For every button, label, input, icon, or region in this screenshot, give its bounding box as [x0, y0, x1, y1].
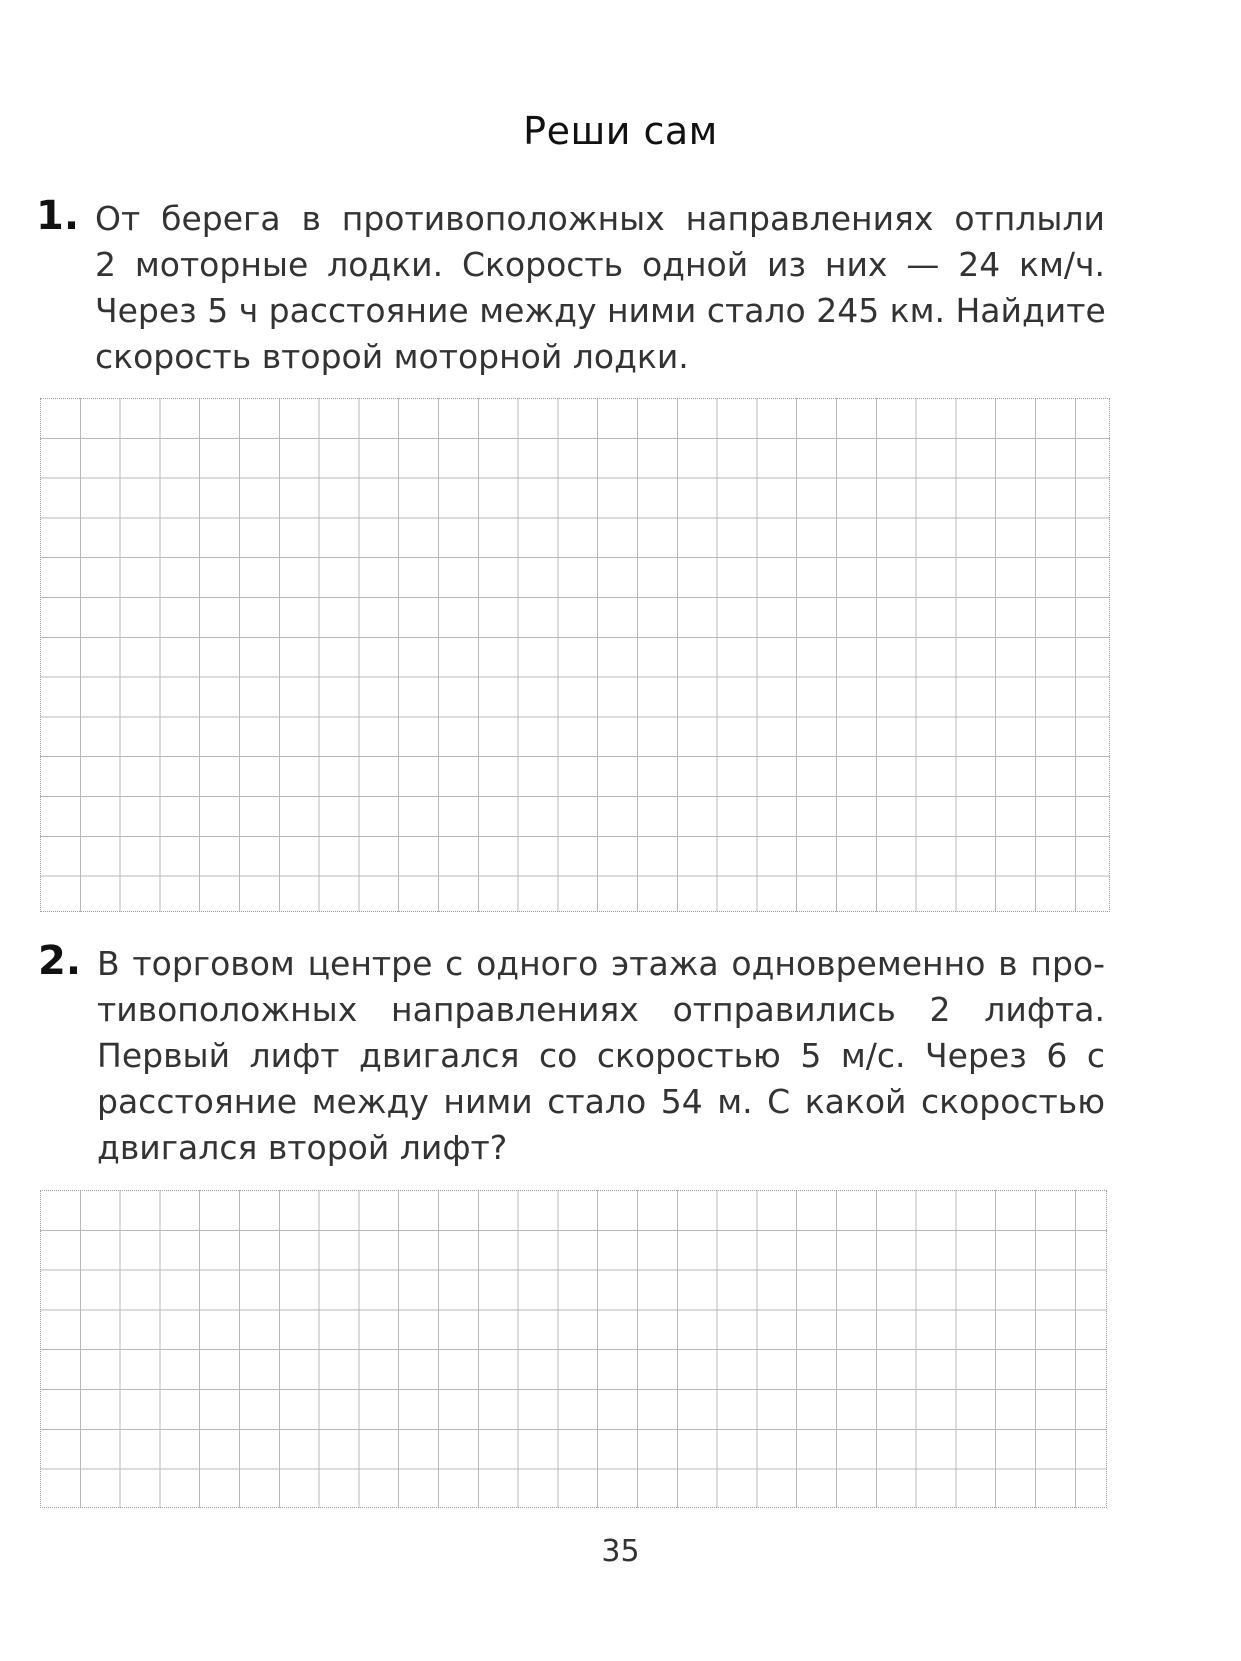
- task-2-text: [97, 941, 1105, 1171]
- page-title: Реши сам: [523, 109, 718, 153]
- task-1-line: От берега в противоположных направлениях отплыли: [95, 199, 1105, 238]
- task-1-answer-grid[interactable]: [40, 398, 1110, 912]
- task-2-line: В торговом центре с одного этажа одновременно в про-: [97, 944, 1105, 983]
- task-1-line: Через 5 ч расстояние между ними стало 245 км. Найдите: [95, 291, 1106, 330]
- task-2-line: расстояние между ними стало 54 м. С какой скоростью: [97, 1082, 1105, 1121]
- task-1-line: скорость второй моторной лодки.: [95, 337, 689, 376]
- page-number: 35: [601, 1534, 640, 1569]
- task-2-answer-grid[interactable]: [40, 1190, 1107, 1508]
- task-1-number: 1.: [36, 193, 80, 239]
- task-2-number: 2.: [38, 938, 82, 984]
- task-1-line: 2 моторные лодки. Скорость одной из них — 24 км/ч.: [95, 245, 1105, 284]
- task-2-line: Первый лифт двигался со скоростью 5 м/с. Через 6 с: [97, 1036, 1105, 1075]
- task-2-line: тивоположных направлениях отправились 2 лифта.: [97, 990, 1105, 1029]
- task-2-line: двигался второй лифт?: [97, 1128, 508, 1167]
- task-1-text: [95, 196, 1105, 380]
